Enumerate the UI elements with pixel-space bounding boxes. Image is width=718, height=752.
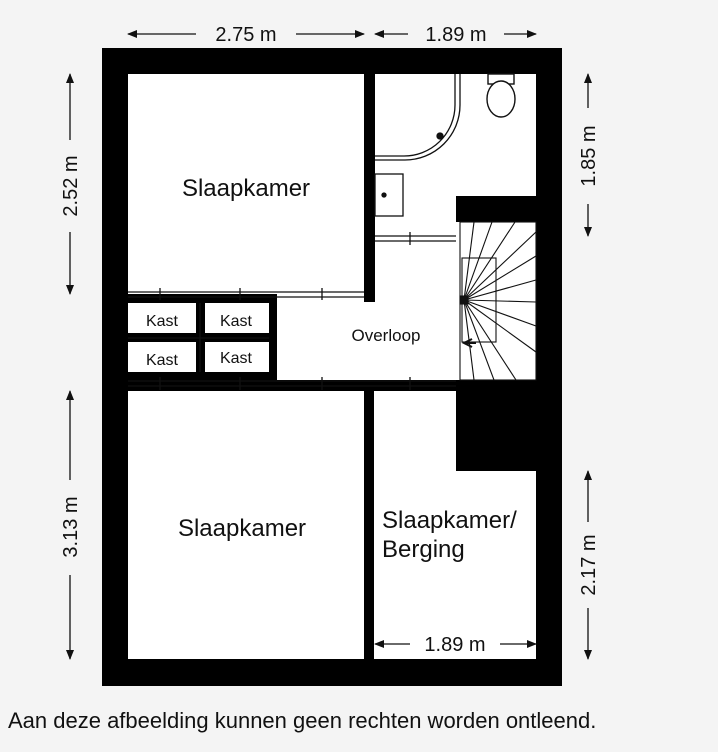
label-bedroom-top: Slaapkamer [181,175,311,202]
label-bedroom-storage-line1: Slaapkamer/ [382,507,517,534]
label-closet-1: Kast [145,313,179,330]
disclaimer-text: Aan deze afbeelding kunnen geen rechten worden ontleend. [8,708,597,733]
dim-top-left: 2.75 m [215,24,277,46]
sink-icon [375,174,403,216]
label-bedroom-bottom: Slaapkamer [177,515,307,542]
dim-top-right: 1.89 m [425,24,487,46]
dim-right-bottom: 2.17 m [578,534,600,596]
dim-left-bottom: 3.13 m [60,496,82,558]
label-bedroom-storage-line2: Berging [382,536,465,563]
label-closet-3: Kast [145,352,179,369]
dim-right-top: 1.85 m [578,125,600,187]
dim-inner-bottom: 1.89 m [424,634,486,656]
label-landing: Overloop [351,326,421,345]
label-closet-4: Kast [219,350,253,367]
toilet-icon [487,74,515,117]
dim-left-top: 2.52 m [60,155,82,217]
label-closet-2: Kast [219,313,253,330]
